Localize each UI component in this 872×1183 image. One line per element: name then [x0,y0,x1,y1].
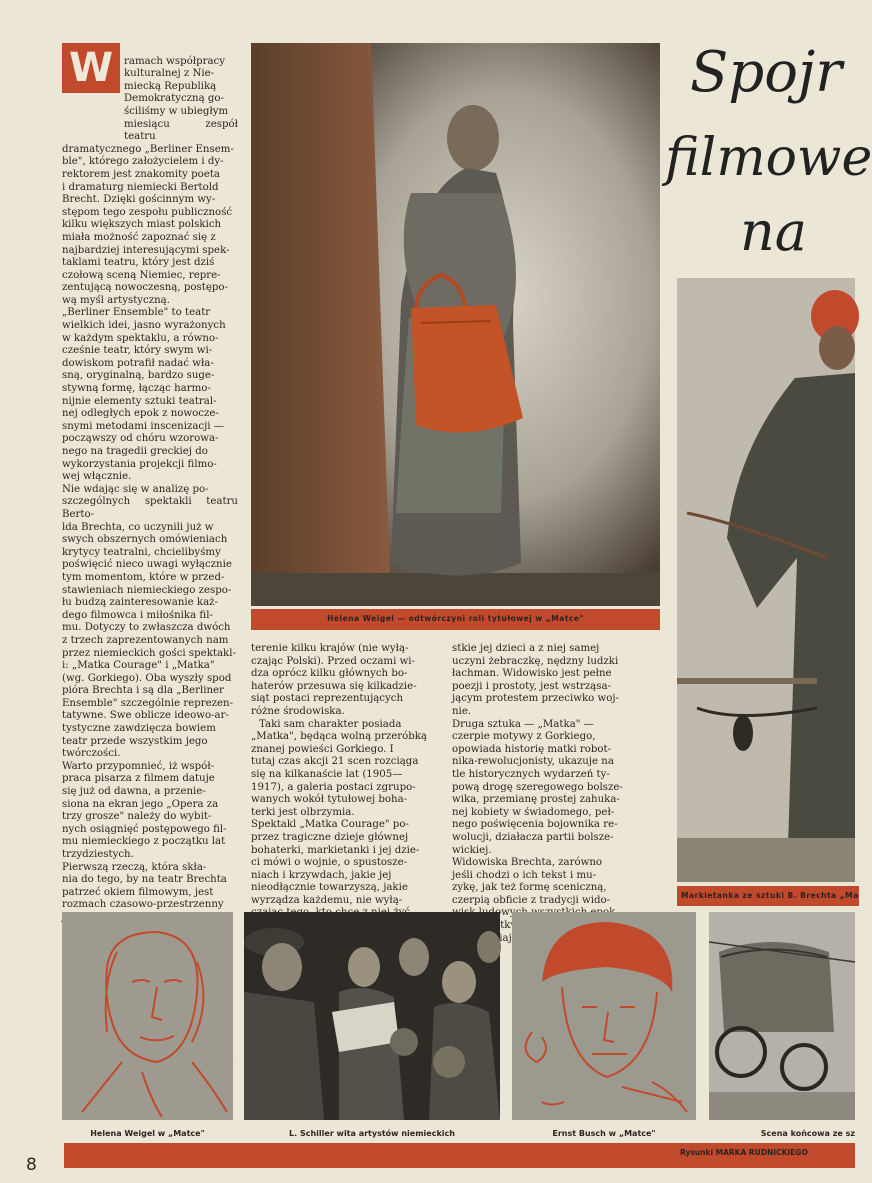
page-number: 8 [26,1155,37,1175]
caption-drawing-busch: Ernst Busch w „Matce" [552,1129,656,1138]
drop-cap: W [62,43,120,93]
right-photo-markietanka [677,278,855,882]
headline-line-3: na [740,200,807,263]
col3-para2: Druga sztuka — „Matka" — czerpie motywy z Gorkiego, opowiada historię matki robot- nika-rewolucjonisty, ukazuje na tle historycznych wydarzeń ty- pową drogę szeregowego bolsze- wika, przemianę prostej zahuka- nej kobiety w świadomego, peł- nego poświęcenia bojownika re- wolucji, działacza partii bolsze- wickiej. [452,718,623,856]
photo-schiller-greeting [244,912,500,1120]
col3-para3: Widowiska Brechta, zarówno jeśli chodzi o ich tekst i mu- zykę, jak też formę sceniczną, czerpią obficie z tradycji wido- ludowych [452,857,611,919]
headline-line-2: filmowe [665,128,872,188]
caption-drawing-weigel: Helena Weigel w „Matce" [90,1129,205,1138]
col1-para1-head: ramach współpracy kulturalnej z Nie- miecką Republiką Demokratyczną go- ściliśmy w ubiegłym miesiącu zespół teatru [124,55,238,143]
right-photo-caption: Markietanka ze sztuki B. Brechta „Ma [677,886,859,906]
column-2 [251,643,431,908]
col1-p3: Nie wdając się w analizę po- szczególnych spektakli teatru Berto- lda Brechta, co uczynili już w swych obszernych omówieniach krytycy teatralni, chcielibyśmy poświęcić nieco uwagi wyłącznie tym momentom, które w przed- stawieniach niemieckiego zespo- łu budzą zainteresowanie każ- dego filmowca i miłośnika fil- mu. Dotyczy to zwłaszcza dwóch z trzech zaprezentowanych nam przez niemieckich gości spektakl- i: „Matka Courage" i „Matka" (wg. Gorkiego). Oba wyszły spod pióra Brechta i są dla „Berliner Ensemble" szczególnie reprezen- tatywne. Swe oblicze ideowo-ar- tystyczne zawdzięcza bowiem teatr przede wszystkim jego twórczości. [62,483,238,760]
col1-p2: „Berliner Ensemble" to teatr wielkich idei, jasno wyrażonych w każdym spektaklu, a równo- cześnie teatr, który swym wi- dowiskom potrafił nadać wła- sną, oryginalną, bardzo suge- stywną formę, łącząc harmo- nijnie elementy sztuki teatral- nej odległych epok z nowocze- snymi metodami inscenizacji — począwszy od chóru wzorowa- nego na tragedii greckiej do wykorzystania projekcji filmo- wej włącznie. [62,307,226,483]
caption-final-scene: Scena końcowa ze sz [760,1129,855,1138]
col3-para1: stkie jej dzieci a z niej samej uczyni żebraczkę, nędzny ludzki łachman. Widowisko jest pełne poezji i prostoty, jest wstrząsa- jącym protestem przeciwko woj- nie. [452,643,619,717]
column-3 [452,643,634,919]
photo-final-scene [709,912,855,1120]
col2-para1: terenie kilku krajów (nie wyłą- czając Polski). Przed oczami wi- dza oprócz kilku głównych bo- haterów przesuwa się kilkadzie- siąt postaci reprezentujących różne środowiska. [251,643,417,717]
caption-schiller: L. Schiller wita artystów niemieckich [289,1129,455,1138]
column-1 [62,43,238,911]
main-photo-caption: Helena Weigel — odtwórczyni roli tytułowej w „Matce" [251,609,660,630]
illustration-credit: Rysunki MARKA RUDNICKIEGO [680,1148,808,1157]
drawing-helena-weigel [62,912,233,1120]
drawing-ernst-busch [512,912,696,1120]
col1-p5: Pierwszą rzeczą, która skła- nia do tego, by na teatr Brechta patrzeć okiem filmowym, jest rozmach czasowo-przestrzenny [62,861,227,911]
col2-para2: Taki sam charakter posiada „Matka", będąca wolną przeróbką znanej powieści Gorkiego. I tutaj czas akcji 21 scen rozciąga się na kilkanaście lat (1905— 1917), a galeria postaci zgrupo- wanych wokół tytułowej boha- terki jest olbrzymia. [251,718,427,818]
col2-para3: Spektakl „Matka Courage" po- przez tragiczne dzieje głównej bohaterki, markietanki i jej dzie- ci mówi o wojnie, o spustosze- niach i krzywdach, jakie jej nieodłącznie towarzyszą, jakie wyrządza każdemu, nie wyłą- [251,819,420,906]
headline-line-1: Spojr [690,40,843,105]
col1-p4: Warto przypomnieć, iż współ- praca pisarza z filmem datuje się już od dawna, a przenie- siona na ekran jego „Opera za trzy grosze" należy do wybit- nych osiągnięć postępowego fil- mu niemieckiego z początku lat trzydziestych. [62,760,227,860]
col1-para1-tail: dramatycznego „Berliner Ensem- ble", którego założycielem i dy- rektorem jest znakomity poeta i dramaturg niemiecki Bertold Brecht. Dzięki gościnnym wy- stępom tego zespołu publiczność kilku większych miast polskich miała możność zapoznać się z najbardziej interesującymi spek- taklami teatru, który jest dziś czołową sceną Niemiec, repre- zentującą nowoczesną, postępo- wą myśl artystyczną. [62,143,234,306]
main-photo-helena-weigel [251,43,660,606]
